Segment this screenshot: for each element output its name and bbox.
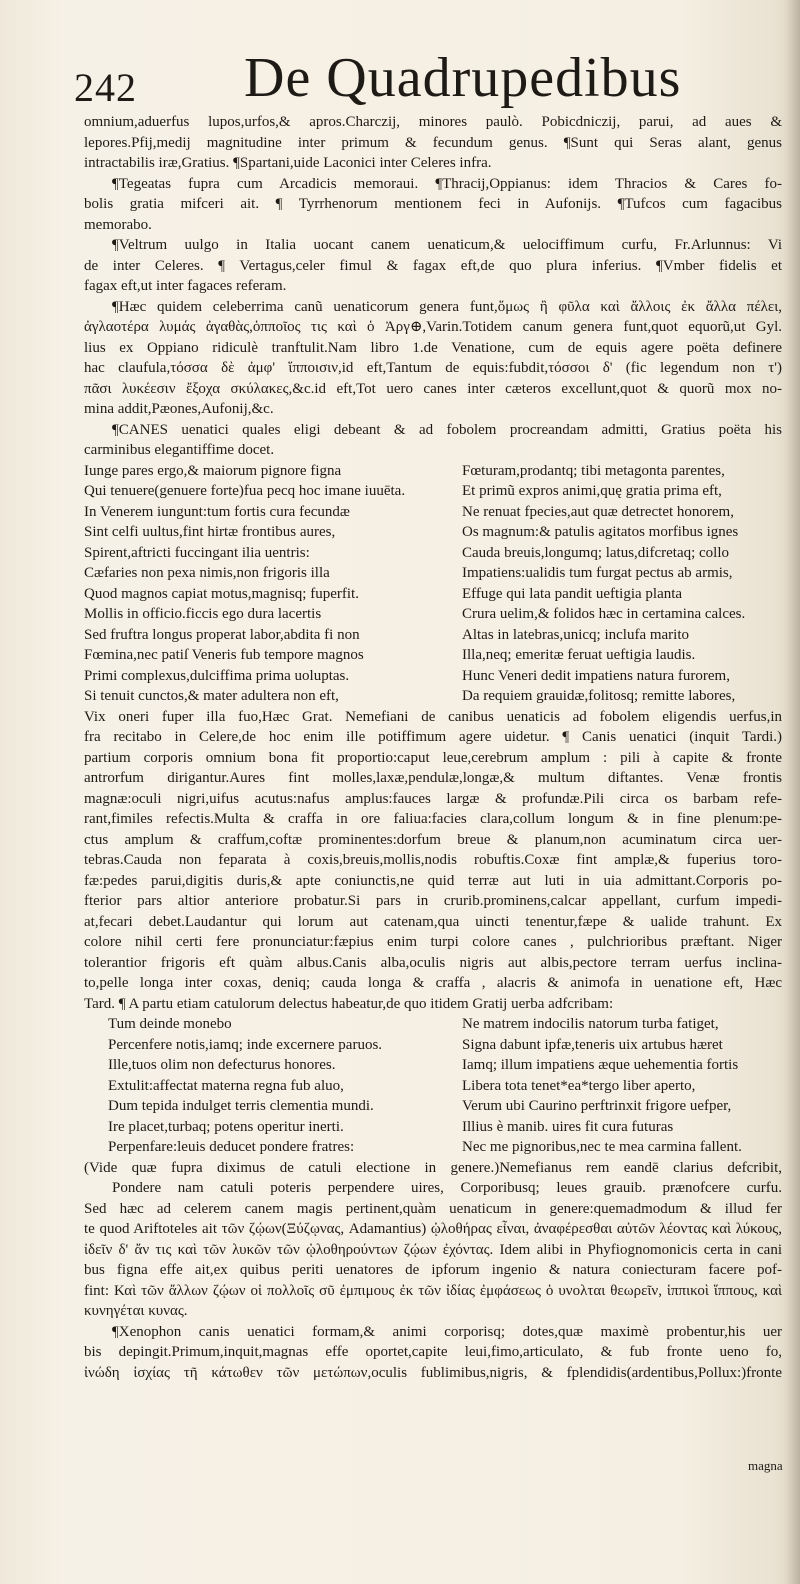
- verse-right: Altas in latebras,unicq; inclufa marito: [462, 626, 690, 643]
- text-line: tebras.Cauda non feparata à coxis,breuis,mollis,nodis robuftis.Coxæ fint amplæ,& fuperius toro-: [84, 852, 782, 868]
- verse-right: Iamq; illum impatiens æque uehementia fortis: [462, 1057, 739, 1073]
- verse-right: Illius è manib. uires fit cura futuras: [462, 1118, 674, 1135]
- verse-left: Mollis in officio.ficcis ego dura lacertis: [84, 606, 322, 622]
- text-line: fint: Καὶ τῶν ἄλλων ζῴων οἱ πολλοῖς σῦ ἐμπιμους ἐκ τῶν ἰδίας ἐμφάσεως ὁ υνολται θεωρεῖν, ἱππικοὶ ἵππους, καὶ: [84, 1282, 782, 1299]
- verse-left: Si tenuit cunctos,& mater adultera non eft,: [84, 688, 339, 704]
- verse-line: [84, 481, 782, 502]
- verse-left: Tum deinde monebo: [108, 1016, 232, 1032]
- verse-left: Fœmina,nec patiſ Veneris fub tempore magnos: [84, 647, 364, 663]
- text-line: to,pelle longa inter coxas, deniq; cauda longa & craffa , alacris & animofa in uenatione eft, Hæc: [84, 975, 782, 991]
- text-line: fagax eft,ut inter fagaces referam.: [84, 278, 287, 294]
- verse-line: [84, 584, 782, 605]
- verse-right: Libera tota tenet*ea*tergo liber aperto,: [462, 1077, 696, 1094]
- text-line: fæ:pedes parui,digitis duris,& apte coniunctis,ne quid terræ aut luti in uia admittant.Corporis po-: [84, 872, 782, 889]
- verse-left: Dum tepida indulget terris clementia mundi.: [108, 1098, 374, 1114]
- verse-right: Effuge qui lata pandit ueftigia planta: [462, 585, 683, 602]
- text-line: magnæ:oculi nigri,uifus acutus:nafus amplus:fauces largæ & profundæ.Pili circa os barbam refe-: [84, 790, 782, 807]
- text-line: intractabilis iræ,Gratius. ¶Spartani,uide Laconici inter Celeres infra.: [84, 155, 492, 171]
- text-line: partium corporis omnium bona fit proportio:caput leue,cerebrum amplum : pili à capite & fronte: [84, 749, 782, 766]
- verse-right: Illa,neq; emeritæ feruat ueftigia laudis.: [462, 647, 696, 663]
- verse-line: [84, 604, 782, 625]
- page-gutter-shadow: [786, 0, 800, 1584]
- text-line: ¶Hæc quidem celeberrima canũ uenaticorum genera funt,ὅμως ἢ φῦλα καὶ ἄλλοις ἐκ ἄλλα πέλει,: [112, 298, 782, 315]
- verse-line: [84, 461, 782, 482]
- running-title: De Quadrupedibus: [244, 47, 682, 109]
- text-line: ¶Xenophon canis uenatici formam,& animi corporisq; dotes,quæ maximè probentur,his uer: [112, 1323, 782, 1340]
- text-line: ἰδεῖν δ' ἄν τις καὶ τῶν λυκῶν τῶν ᾠλοθηρούντων ζῴων ἐχόντας. Idem alibi in Phyfiognomonicis certa in cani: [84, 1241, 782, 1258]
- text-line: carminibus elegantiffime docet.: [84, 442, 275, 458]
- text-line: at,fecari debet.Laudantur qui lorum aut catenam,qua uincti tenentur,fæpe & ualide trahunt. Ex: [84, 913, 782, 930]
- text-line: antrorfum dirigantur.Aures fint molles,laxæ,pendulæ,longæ,& multum diftantes. Venæ frontis: [84, 770, 782, 786]
- text-line: tolerantior frigoris eft quàm albus.Canis alba,oculis nigris aut albis,pectore terram uerfus inclina-: [84, 954, 782, 971]
- text-line: omnium,aduerfus lupos,urfos,& apros.Charczij, minores paulò. Pobicdniczij, parui, ad aues &: [84, 114, 782, 130]
- verse-left: Perpenfare:leuis deducet pondere fratres:: [108, 1139, 355, 1155]
- text-line: te quod Ariftoteles ait τῶν ζῴων(Ξύζῳνας, Adamantius) ᾠλοθήρας εἶναι, ἀναφέρεσθαι αὐτῶν λέοντας καὶ λύκους,: [84, 1221, 782, 1237]
- verse-left: Extulit:affectat materna regna fub aluo,: [108, 1077, 344, 1094]
- verse-left: Iunge pares ergo,& maiorum pignore figna: [84, 462, 342, 479]
- text-line: hac claufula,τόσσα δὲ ἀμφ' ἵπποισιν,id eft,Tantum de equis:fubdit,τόσσοι δ' (fic legendum non τ'): [84, 360, 782, 376]
- page-header: [74, 46, 784, 112]
- text-line: (Vide quæ fupra diximus de catuli electione in genere.)Nemefianus rem eandē clarius defcribit,: [84, 1159, 782, 1176]
- verse-line: [84, 686, 782, 707]
- verse-line: [84, 502, 782, 523]
- text-line: ἀγλαοτέρα λυμάς ἀγαθὰς,ὁπποῖος τις καὶ ὁ Ἀργ⊕,Varin.Totidem canum genera funt,quot equorũ,ut Gyl.: [84, 319, 782, 335]
- verse-left: Sint celfi uultus,fint hirtæ frontibus aures,: [84, 524, 336, 540]
- text-line: κυνηγέται κυνας.: [84, 1303, 188, 1319]
- verse-right: Signa dabunt ipfæ,teneris uix artubus hæret: [462, 1036, 723, 1053]
- text-line: fterior pars altior anteriore probatur.Si pars in crurib.prominens,calcar appellant, curfum impedi-: [84, 893, 782, 909]
- verse-line: [84, 543, 782, 564]
- text-line: ἰνώδη ἰσχίας τῆ κάτωθεν τῶν μετώπων,oculis fublimibus,nigris, & fplendidis(ardentibus,Pollux:)fronte: [84, 1364, 782, 1381]
- verse-left: In Venerem iungunt:tum fortis cura fecundæ: [84, 503, 350, 520]
- verse-line: [84, 1035, 782, 1056]
- verse-right: Cauda breuis,longumq; latus,difcretaq; collo: [462, 544, 730, 561]
- text-line: ¶Veltrum uulgo in Italia uocant canem uenaticum,& uelociffimum curfu, Fr.Arlunnus: Vi: [112, 237, 782, 253]
- verse-left: Quod magnos capiat motus,magnisq; fuperfit.: [84, 585, 359, 602]
- verse-right: Ne matrem indocilis natorum turba fatiget,: [462, 1016, 719, 1032]
- verse-line: [84, 1137, 782, 1158]
- verse-left: Spirent,aftricti fuccingant ilia uentris:: [84, 544, 310, 561]
- verse-line: [84, 1096, 782, 1117]
- text-line: lius ex Oppiano ridiculè tranftulit.Nam libro 1.de Venatione, cum de equis agere poëta definere: [84, 339, 782, 356]
- verse-left: Cæfaries non pexa nimis,non frigoris illa: [84, 565, 330, 581]
- verse-line: [84, 522, 782, 543]
- verse-right: Impatiens:ualidis tum furgat pectus ab armis,: [462, 565, 733, 581]
- page-number: 242: [74, 65, 137, 110]
- verse-right: Nec me pignoribus,nec te mea carmina fallent.: [462, 1139, 742, 1155]
- verse-left: Qui tenuere(genuere forte)fua pecq hoc imane iuuēta.: [84, 483, 406, 499]
- verse-line: [84, 563, 782, 584]
- verse-line: [84, 1055, 782, 1076]
- verse-left: Sed fruftra longus properat labor,abdita fi non: [84, 626, 360, 643]
- verse-line: [84, 1076, 782, 1097]
- text-line: colore nihil certi fere pronunciatur:fæpius enim turpi colore canes , pulchrioribus præftant. Niger: [84, 934, 782, 950]
- text-line: bolis gratia mifceri ait. ¶ Tyrrhenorum mentionem feci in Aufonijs. ¶Tufcos cum fagacibus: [84, 196, 782, 212]
- text-line: Tard. ¶ A partu etiam catulorum delectus habeatur,de quo itidem Gratij uerba adfcribam:: [84, 995, 614, 1012]
- verse-right: Ne renuat fpecies,aut quæ detrectet honorem,: [462, 503, 734, 520]
- verse-left: Primi complexus,dulciffima prima uoluptas.: [84, 667, 350, 684]
- verse-right: Hunc Veneri dedit impatiens natura furorem,: [462, 667, 730, 684]
- catchword: magna: [748, 1458, 783, 1473]
- text-line: πᾶσι λυκέεσιν ἔξοχα σκύλακες,&c.id eft,Tot uero canes inter cæteros excellunt,quot & quorũ mox no-: [84, 380, 782, 397]
- text-line: Pondere nam catuli poteris perpendere uires, Corporibusq; leues grauib. prænofcere curfu.: [112, 1180, 782, 1196]
- text-line: bis depingit.Primum,inquit,magnas effe oportet,capite leui,fimo,articulato, & fub fronte ueno fo,: [84, 1344, 782, 1360]
- text-line: fra recitabo in Celere,de hoc enim ille potiffimum agere uidetur. ¶ Canis uenatici (inquit Tardi.): [84, 729, 782, 745]
- verse-left: Percenfere notis,iamq; inde excernere paruos.: [108, 1036, 383, 1053]
- text-line: rant,fimiles refectis.Multa & craffa in ore faliua:facies clara,collum longum & in fine plenum:pe-: [84, 811, 782, 827]
- text-line: mina addit,Pæones,Aufonij,&c.: [84, 401, 274, 417]
- text-line: ctus amplum & craffum,coftæ prominentes:dorfum breue & planum,non acuminatum circa uer-: [84, 831, 782, 848]
- text-line: ¶Tegeatas fupra cum Arcadicis memoraui. ¶Thracij,Oppianus: idem Thracios & Cares fo-: [112, 175, 782, 192]
- verse-line: [84, 625, 782, 646]
- main-text: [84, 112, 782, 1383]
- verse-right: Et primũ expros animi,quę gratia prima eft,: [462, 483, 722, 499]
- text-line: Sed hæc ad celerem canem magis pertinent,quàm uenaticum in genere:quemadmodum & illud fer: [84, 1200, 782, 1217]
- text-line: memorabo.: [84, 216, 152, 233]
- text-line: Vix oneri fuper illa fuo,Hæc Grat. Nemefiani de canibus uenaticis ad fobolem eligendis uerfus,in: [84, 708, 782, 725]
- verse-left: Ille,tuos olim non defecturus honores.: [108, 1057, 336, 1073]
- verse-right: Da requiem grauidæ,folitosq; remitte labores,: [462, 688, 736, 704]
- verse-line: [84, 666, 782, 687]
- text-line: de inter Celeres. ¶ Vertagus,celer fimul & fagax eft,de quo plura inferius. ¶Vmber fidelis et: [84, 257, 782, 274]
- text-line: lepores.Pfij,medij magnitudine inter primum & fecundum genus. ¶Sunt qui Seras alant, genus: [84, 134, 782, 151]
- verse-line: [84, 645, 782, 666]
- verse-right: Os magnum:& patulis agitatos morfibus ignes: [462, 524, 739, 540]
- verse-right: Fœturam,prodantq; tibi metagonta parentes,: [462, 462, 725, 479]
- verse-right: Crura uelim,& folidos hæc in certamina calces.: [462, 606, 746, 622]
- verse-line: [84, 1117, 782, 1138]
- verse-right: Verum ubi Caurino perftrinxit frigore uefper,: [462, 1098, 732, 1114]
- text-line: ¶CANES uenatici quales eligi debeant & ad fobolem procreandam admitti, Gratius poëta his: [112, 421, 782, 438]
- verse-line: [84, 1014, 782, 1035]
- verse-left: Ire placet,turbaq; potens operitur inerti.: [108, 1118, 344, 1135]
- text-line: bus figna effe ait,ex quibus periti uenatores de ipforum ingenio & natura coniecturam facere pof-: [84, 1262, 782, 1278]
